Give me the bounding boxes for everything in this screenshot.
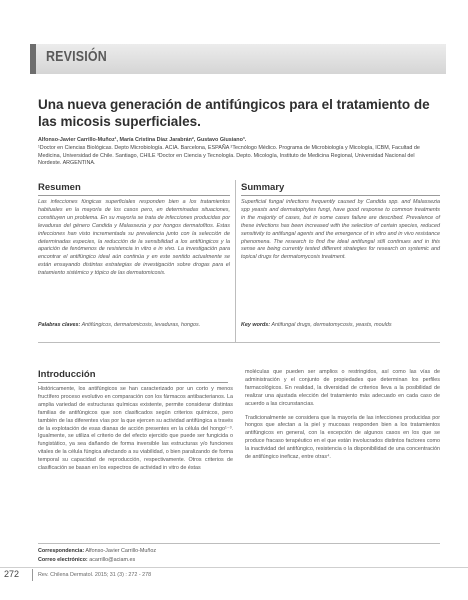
summary-keywords-value: Antifungal drugs, dermatomycosis, yeasts, moulds bbox=[271, 322, 392, 328]
article-title: Una nueva generación de antifúngicos para el tratamiento de las micosis superficiales. bbox=[38, 97, 430, 129]
author-affiliations: ¹Doctor en Ciencias Biológicas. Depto Microbiología. ACIA. Barcelona, ESPAÑA ²Tecnólogo Médico. Programa de Microbiología y Micología, ICBM, Facultad de Medicina, Universidad de Chile. Santiago, CHILE ³Doctor en Ciencia y Tecnología. Depto. Micología, Instituto de Medicina Regional, Universidad Nacional del Nordeste. ARGENTINA. bbox=[38, 144, 420, 167]
abstract-box-bottom bbox=[38, 342, 440, 343]
email-link[interactable]: acarrillo@aciam.es bbox=[89, 556, 136, 563]
page-number: 272 bbox=[4, 569, 20, 579]
section-label: REVISIÓN bbox=[46, 49, 107, 65]
summary-text: Superficial fungal infections frequently caused by Candida spp. and Malassezia spp yeasts and dermatophytes fungi, have good response to common treatments in the majority of cases, but in some cases failure are described. Prevalence of these infections has been increased with the selection of certain species, reduced sensitivity to antifungal agents and the emergence of in vitro and in vivo resistance phenomena. The research to find the ideal antifungal still continues and in this sense are being currently tested different strategies for research on systemic and topical drugs for dermatomycosis treatment. bbox=[241, 199, 440, 261]
resumen-rule bbox=[38, 195, 230, 196]
summary-keywords-label: Key words: bbox=[241, 322, 271, 328]
section-banner bbox=[30, 44, 446, 74]
intro-right-paragraph-1: moléculas que pueden ser amplios o restringidos, así como las vías de administración y el conjunto de propiedades que determinan los perfiles farmacológicos. En realidad, la diversidad de criterios lleva a la posibilidad de realizar una ajustada elección del tratamiento más adecuado en cada caso de acuerdo a las circunstancias. bbox=[245, 369, 440, 407]
footer-rule bbox=[0, 567, 468, 568]
author-names: Alfonso-Javier Carrillo-Muñoz¹, María Cristina Díaz Jarabrán², Gustavo Giusiano³. bbox=[38, 137, 247, 143]
resumen-text: Las infecciones fúngicas superficiales responden bien a los tratamientos habituales en la mayoría de los casos pero, en determinadas situaciones, constituyen un problema. En su mayoría se trata de infecciones producidas por levaduras del género Candida y Malassezia y por hongos dermatofitos. Estas infecciones han visto incrementada su prevalencia junto con la selección de determinadas especies, la reducción de la sensibilidad a los antifúngicos y la aparición de fenómenos de resistencia in vitro e in vivo. La investigación para encontrar el antifúngico ideal aún continúa y en este sentido actualmente se están ensayando distintas estrategias de investigación sobre drogas para el tratamiento sistémico y tópico de las dermatomicosis. bbox=[38, 199, 230, 277]
abstract-box-divider bbox=[235, 180, 236, 342]
intro-rule bbox=[38, 382, 228, 383]
correspondence-rule bbox=[38, 543, 440, 544]
summary-heading: Summary bbox=[241, 182, 285, 193]
resumen-keywords-value: Antifúngicos, dermatomicosis, levaduras, hongos. bbox=[81, 322, 201, 328]
correspondence-block bbox=[38, 547, 156, 564]
email-label: Correo electrónico: bbox=[38, 556, 88, 563]
intro-right-paragraph-2: Tradicionalmente se considera que la mayoría de las infecciones producidas por hongos que afectan a la piel y mucosas responden bien a los tratamientos antifúngicos en general, con la excepción de algunos casos en los que se produce fracaso terapéutico en el que están involucrados distintos factores como la inactividad del antifúngico, resistencia o la disponibilidad de una concentración de antifúngico ineficaz, entre otras⁴. bbox=[245, 414, 440, 461]
intro-left-text: Históricamente, los antifúngicos se han caracterizado por un corto y menos fructífero proceso evolutivo en comparación con los fármacos antibacterianos. La amplia variedad de estructuras químicas existente, permite considerar distintas familias de antifúngicos que son clasificados según criterios químicos, pero también de las diferentes vías por la que ejercen su actividad antifúngica a través de la explotación de esas dianas de acción presentes en la célula del hongo¹⁻³. Igualmente, se utiliza el criterio de del efecto ejercido que puede ser fungicida o fungistático, ya sea dañando de forma inversible las estructuras y/o funciones vitales de la célula fúngica afectando a su viabilidad, o bien paralizando de forma temporal su capacidad de reproducción, respectivamente. Otros criterios de clasificación se basan en los espectros de actividad in vitro de éstas bbox=[38, 386, 233, 472]
resumen-keywords bbox=[38, 322, 230, 330]
resumen-heading: Resumen bbox=[38, 182, 81, 193]
intro-heading: Introducción bbox=[38, 369, 96, 380]
intro-right-column bbox=[245, 369, 440, 468]
authors-block bbox=[38, 137, 438, 168]
correspondence-label: Correspondencia: bbox=[38, 548, 85, 554]
correspondence-name: Alfonso-Javier Carrillo-Muñoz bbox=[85, 548, 157, 554]
summary-keywords bbox=[241, 322, 440, 330]
journal-citation: Rev. Chilena Dermatol. 2015; 31 (3) : 272 - 278 bbox=[38, 572, 152, 578]
resumen-keywords-label: Palabras claves: bbox=[38, 322, 81, 328]
summary-rule bbox=[241, 195, 440, 196]
footer-separator bbox=[32, 569, 33, 581]
